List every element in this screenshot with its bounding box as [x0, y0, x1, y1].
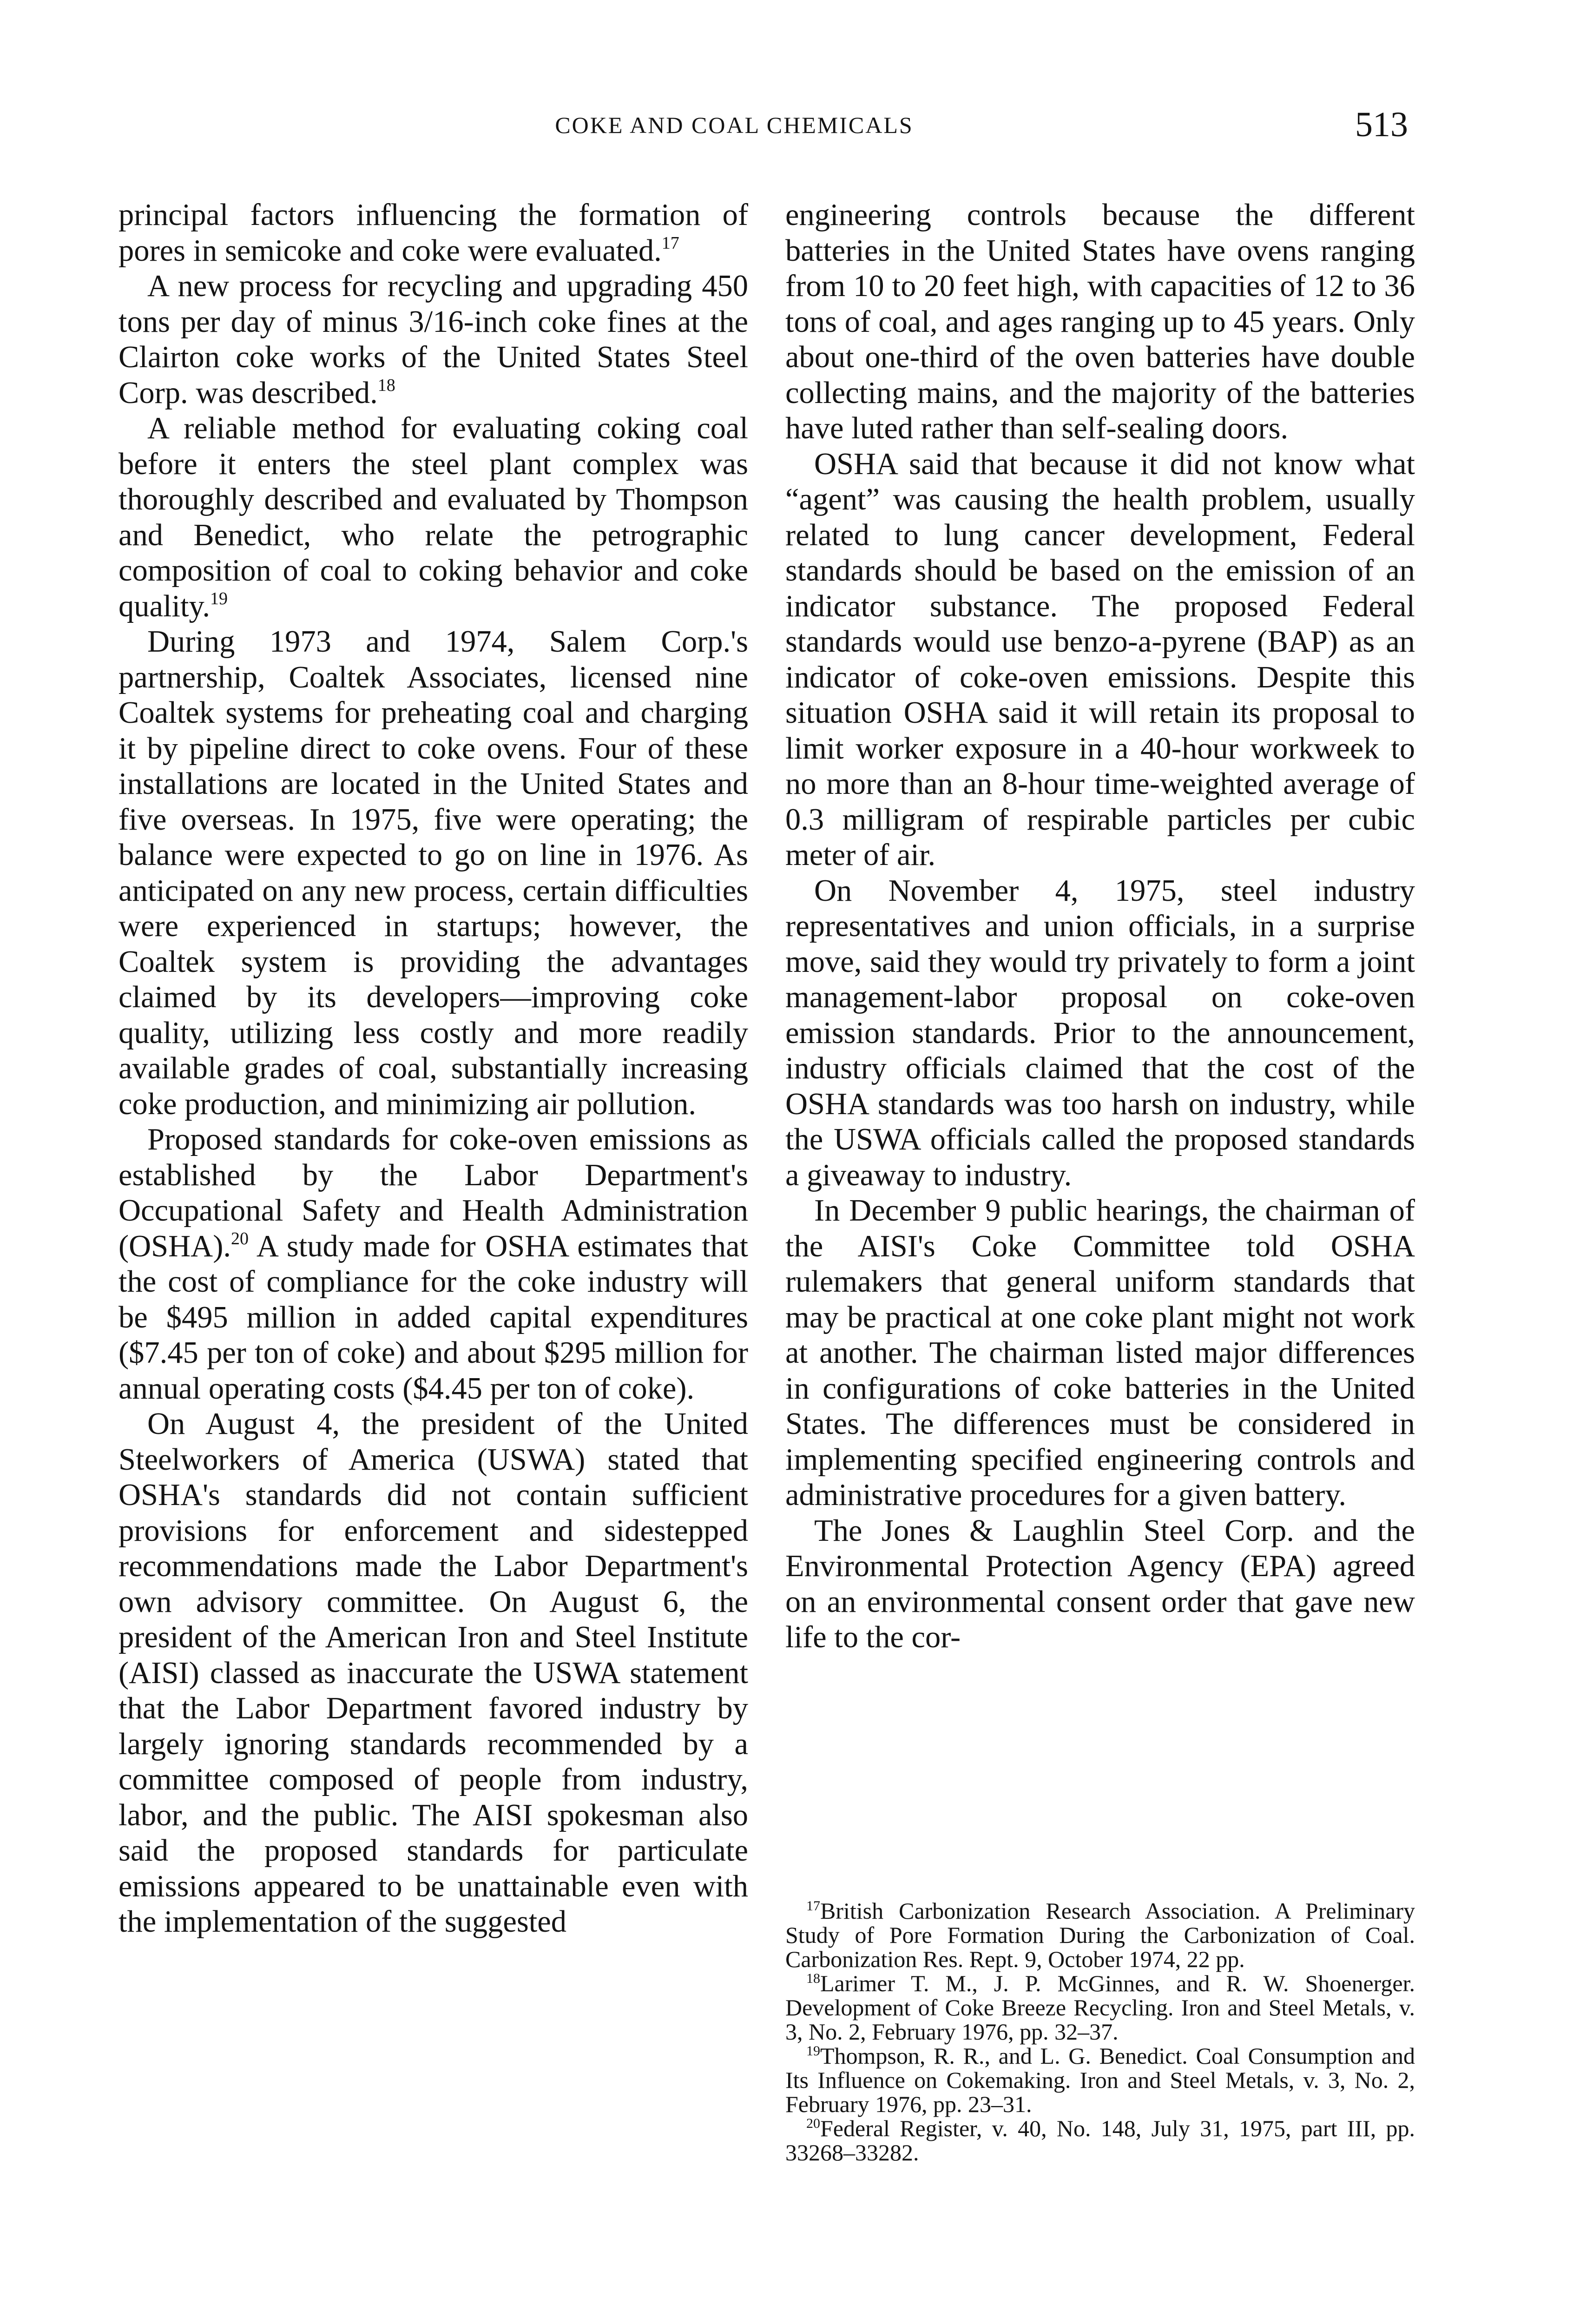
paragraph: A reliable method for evaluating coking coal before it enters the steel plant complex was thoroughly described and evaluated by Thompson and Benedict, who relate the petrographic composition of coal to coking behavior and coke quality.$^{19}$ — [118, 411, 748, 623]
left-column — [118, 198, 748, 1940]
paragraph: engineering controls because the different batteries in the United States have ovens ranging from 10 to 20 feet high, with capacities of 12 to 36 tons of coal, and ages ranging up to 45 years. Only about one-third of the oven batteries have double collecting mains, and the majority of the batteries have luted rather than self-sealing doors. — [785, 198, 1415, 445]
footnotes — [785, 1899, 1415, 2165]
footnote-number: 18 — [806, 1971, 820, 1986]
footnote-number: 19 — [806, 2043, 820, 2059]
footnote: $^{17}$British Carbonization Research Association. A Preliminary Study of Pore Formation During the Carbonization of Coal. Carbonization Res. Rept. 9, October 1974, 22 pp. — [785, 1898, 1415, 1972]
footnote-ref: 20 — [230, 1228, 249, 1248]
paragraph: Proposed standards for coke-oven emissions as established by the Labor Department's Occupational Safety and Health Administration (OSHA).$^{20}$ A study made for OSHA estimates that the cost of compliance for the coke industry will be $495 million in added capital expenditures ($7.45 per ton of coke) and about $295 million for annual operating costs ($4.45 per ton of coke). — [118, 1122, 748, 1406]
paragraph: On August 4, the president of the United Steelworkers of America (USWA) stated that OSHA's standards did not contain sufficient provisions for enforcement and sidestepped recommendations made the Labor Department's own advisory committee. On August 6, the president of the American Iron and Steel Institute (AISI) classed as inaccurate the USWA statement that the Labor Department favored industry by largely ignoring standards recommended by a committee composed of people from industry, labor, and the public. The AISI spokesman also said the proposed standards for particulate emissions appeared to be unattainable even with the implementation of the suggested — [118, 1407, 748, 1939]
paragraph: During 1973 and 1974, Salem Corp.'s partnership, Coaltek Associates, licensed nine Coaltek systems for preheating coal and charging it by pipeline direct to coke ovens. Four of these installations are located in the United States and five overseas. In 1975, five were operating; the balance were expected to go on line in 1976. As anticipated on any new process, certain difficulties were experienced in startups; however, the Coaltek system is providing the advantages claimed by its developers—improving coke quality, utilizing less costly and more readily available grades of coal, substantially increasing coke production, and minimizing air pollution. — [118, 625, 748, 1121]
paragraph: In December 9 public hearings, the chairman of the AISI's Coke Committee told OSHA rulemakers that general uniform standards that may be practical at one coke plant might not work at another. The chairman listed major differences in configurations of coke batteries in the United States. The differences must be considered in implementing specified engineering controls and administrative procedures for a given battery. — [785, 1194, 1415, 1512]
footnote: $^{18}$Larimer T. M., J. P. McGinnes, and R. W. Shoenerger. Development of Coke Breeze Recycling. Iron and Steel Metals, v. 3, No. 2, February 1976, pp. 32–37. — [785, 1970, 1415, 2045]
footnote-ref: 19 — [210, 588, 228, 608]
page-number: 513 — [1355, 105, 1408, 144]
paragraph: OSHA said that because it did not know what “agent” was causing the health problem, usually related to lung cancer development, Federal standards should be based on the emission of an indicator substance. The proposed Federal standards would use benzo-a-pyrene (BAP) as an indicator of coke-oven emissions. Despite this situation OSHA said it will retain its proposal to limit worker exposure in a 40-hour workweek to no more than an 8-hour time-weighted average of 0.3 milligram of respirable particles per cubic meter of air. — [785, 447, 1415, 872]
paragraph: principal factors influencing the formation of pores in semicoke and coke were evaluated.$^{17}$ — [118, 198, 748, 268]
footnote-ref: 18 — [377, 375, 395, 395]
paragraph: A new process for recycling and upgrading 450 tons per day of minus 3/16-inch coke fines at the Clairton coke works of the United States Steel Corp. was described.$^{18}$ — [118, 269, 748, 410]
running-title: COKE AND COAL CHEMICALS — [555, 112, 914, 138]
footnote-number: 20 — [806, 2116, 820, 2131]
footnote: $^{20}$Federal Register, v. 40, No. 148, July 31, 1975, part III, pp. 33268–33282. — [785, 2115, 1415, 2166]
footnote-ref: 17 — [661, 233, 679, 253]
right-column — [785, 198, 1415, 1656]
paragraph: The Jones & Laughlin Steel Corp. and the Environmental Protection Agency (EPA) agreed on an environmental consent order that gave new life to the cor- — [785, 1513, 1415, 1654]
footnote-number: 17 — [806, 1898, 820, 1914]
footnote: $^{19}$Thompson, R. R., and L. G. Benedict. Coal Consumption and Its Influence on Cokemaking. Iron and Steel Metals, v. 3, No. 2, February 1976, pp. 23–31. — [785, 2043, 1415, 2117]
paragraph: On November 4, 1975, steel industry representatives and union officials, in a surprise move, said they would try privately to form a joint management-labor proposal on coke-oven emission standards. Prior to the announcement, industry officials claimed that the cost of the OSHA standards was too harsh on industry, while the USWA officials called the proposed standards a giveaway to industry. — [785, 873, 1415, 1192]
